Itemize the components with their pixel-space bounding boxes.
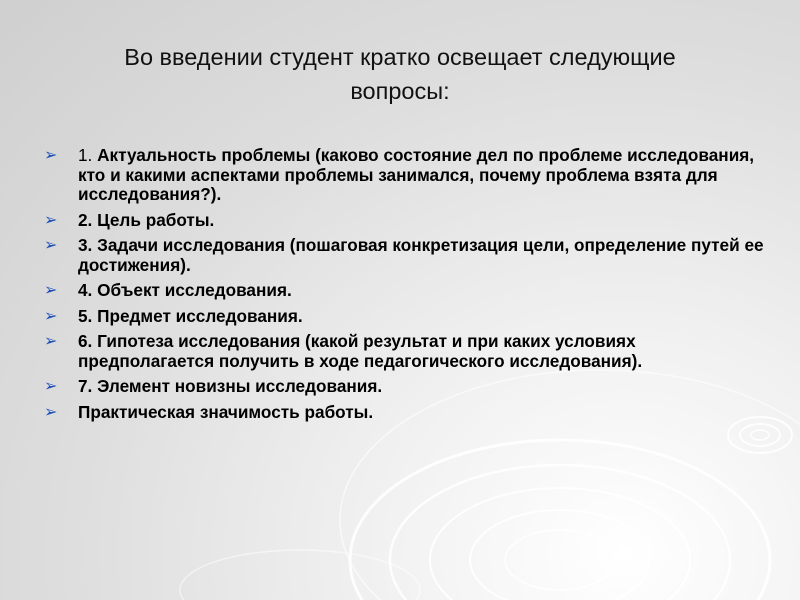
arrowhead-bullet-icon: ➢ [44, 333, 58, 350]
list-item-text: Актуальность проблемы (каково состояние дел по проблеме исследования, кто и какими аспектами проблемы занимался, почему проблема взята для исследования?). [78, 145, 755, 204]
list-item [44, 377, 764, 397]
list-item [44, 146, 764, 205]
list-item [44, 403, 764, 423]
list-item-text: 3. Задачи исследования (пошаговая конкретизация цели, определение путей ее достижения). [78, 235, 764, 275]
arrowhead-bullet-icon: ➢ [44, 147, 58, 164]
arrowhead-bullet-icon: ➢ [44, 211, 58, 229]
list-item-text: 6. Гипотеза исследования (какой результат и при каких условиях предполагается получить в ходе педагогического исследования). [78, 331, 643, 371]
list-item-text: 5. Предмет исследования. [78, 305, 303, 326]
slide-title [40, 40, 760, 108]
arrowhead-bullet-icon: ➢ [44, 403, 58, 421]
arrowhead-bullet-icon: ➢ [44, 307, 58, 325]
list-item [44, 332, 764, 371]
list-item [44, 281, 764, 301]
slide-title-line-1: Во введении студент кратко освещает следующие [124, 44, 676, 70]
arrowhead-bullet-icon: ➢ [44, 237, 58, 254]
slide-title-line-2: вопросы: [350, 78, 450, 104]
list-item [44, 307, 764, 327]
list-item-text: 7. Элемент новизны исследования. [78, 376, 383, 396]
list-item [44, 211, 764, 231]
list-item-text: 2. Цель работы. [78, 209, 215, 230]
list-item-number: 1. [78, 145, 98, 165]
arrowhead-bullet-icon: ➢ [44, 378, 58, 395]
arrowhead-bullet-icon: ➢ [44, 282, 58, 299]
list-item-text: 4. Объект исследования. [78, 280, 292, 300]
list-item-text: Практическая значимость работы. [78, 401, 374, 422]
list-item [44, 236, 764, 275]
topics-list [44, 146, 764, 428]
